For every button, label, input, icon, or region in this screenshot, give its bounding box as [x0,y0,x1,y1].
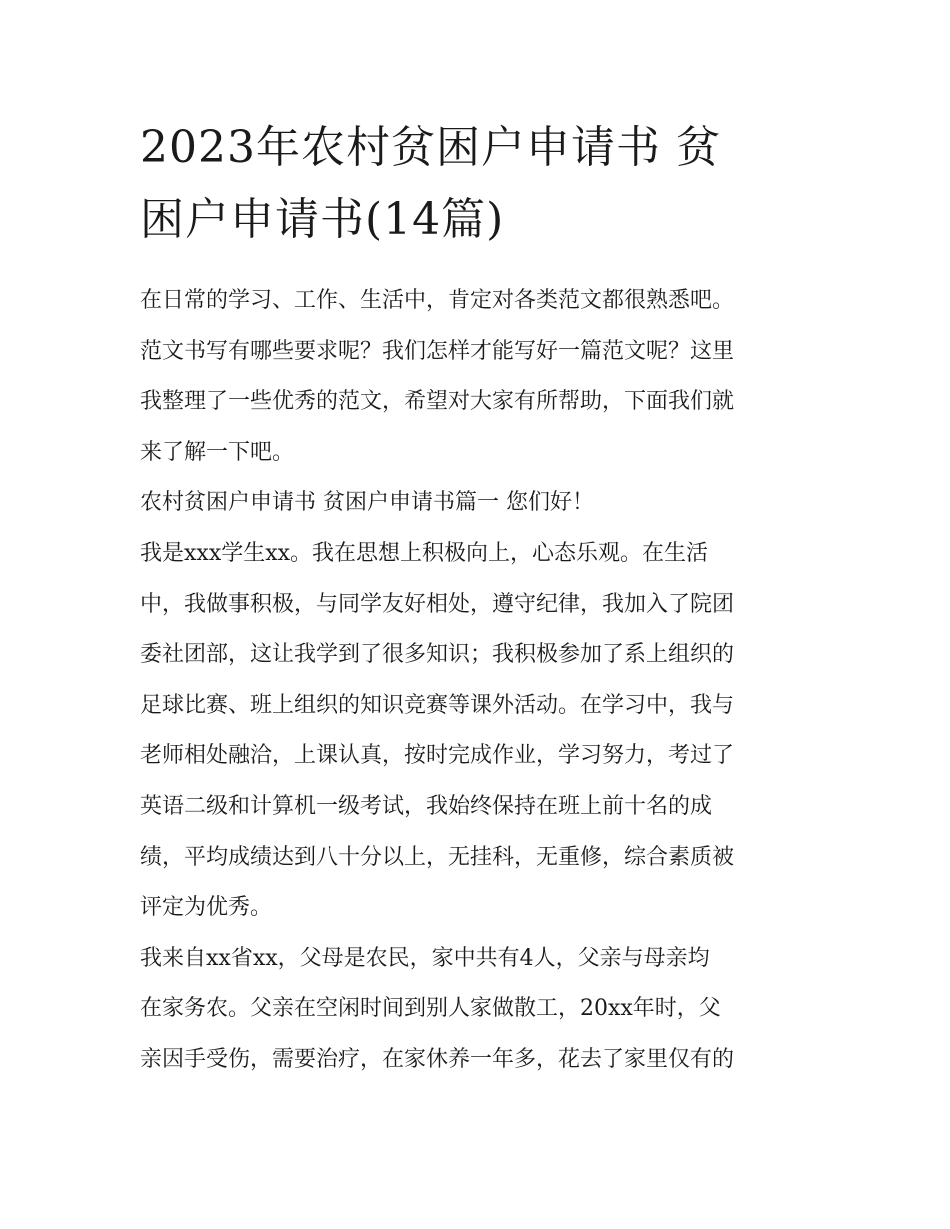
body-line: 范文书写有哪些要求呢？我们怎样才能写好一篇范文呢？这里 [140,338,735,364]
body-line: 我来自xx省xx，父母是农民，家中共有4人，父亲与母亲均 [140,945,710,971]
body-line: 中，我做事积极，与同学友好相处，遵守纪律，我加入了院团 [140,591,735,617]
body-line: 来了解一下吧。 [140,439,295,465]
document-body [140,276,820,1086]
body-line: 农村贫困户申请书 贫困户申请书篇一 您们好！ [140,490,594,516]
body-line: 评定为优秀。 [140,895,273,921]
body-line: 足球比赛、班上组织的知识竞赛等课外活动。在学习中，我与 [140,692,735,718]
body-line: 委社团部，这让我学到了很多知识；我积极参加了系上组织的 [140,642,735,668]
body-line: 英语二级和计算机一级考试，我始终保持在班上前十名的成 [140,793,713,819]
body-line: 在日常的学习、工作、生活中，肯定对各类范文都很熟悉吧。 [140,288,735,313]
title-line: 2023年农村贫困户申请书 贫 [140,122,721,173]
title-line: 困户申请书(14篇) [140,194,505,245]
body-line: 老师相处融洽，上课认真，按时完成作业，学习努力，考过了 [140,743,735,769]
body-line: 我整理了一些优秀的范文，希望对大家有所帮助，下面我们就 [140,389,735,415]
body-line: 亲因手受伤，需要治疗，在家休养一年多，花去了家里仅有的 [140,1046,735,1072]
document-title [140,112,820,256]
body-line: 我是xxx学生xx。我在思想上积极向上，心态乐观。在生活 [140,540,709,566]
body-line: 在家务农。父亲在空闲时间到别人家做散工，20xx年时，父 [140,996,721,1022]
body-line: 绩，平均成绩达到八十分以上，无挂科，无重修，综合素质被 [140,844,735,870]
